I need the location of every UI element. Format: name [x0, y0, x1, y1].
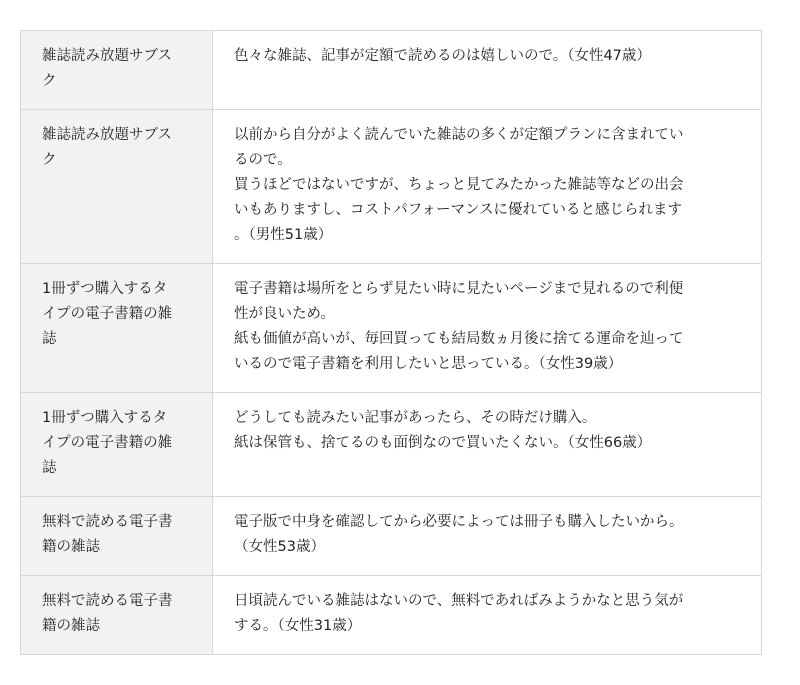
comment-text-line: 色々な雑誌、記事が定額で読めるのは嬉しいので。（女性47歳）: [234, 48, 651, 64]
comment-text-line: 電子書籍は場所をとらず見たい時に見たいページまで見れるので利便: [234, 281, 684, 297]
comment-text-line: 電子版で中身を確認してから必要によっては冊子も購入したいから。: [234, 514, 684, 530]
category-text-line: 1冊ずつ購入するタ: [42, 281, 168, 297]
category-text-line: 無料で読める電子書: [42, 593, 173, 609]
category-text-line: 籍の雑誌: [42, 539, 100, 555]
category-text-line: 雑誌読み放題サブス: [42, 127, 172, 143]
comment-cell: [213, 497, 762, 576]
table-row: [21, 393, 762, 497]
survey-comments-table: [20, 30, 762, 655]
category-text-line: ク: [42, 73, 57, 89]
category-text-line: 籍の雑誌: [42, 618, 100, 634]
comment-text-line: 以前から自分がよく読んでいた雑誌の多くが定額プランに含まれてい: [234, 127, 684, 143]
survey-table-container: [20, 30, 762, 655]
category-text-line: 誌: [42, 460, 57, 476]
comment-cell: [213, 31, 762, 110]
table-row: [21, 264, 762, 393]
comment-cell: [213, 393, 762, 497]
comment-text-line: 紙も価値が高いが、毎回買っても結局数ヵ月後に捨てる運命を辿って: [234, 331, 684, 347]
comment-text-line: いるので電子書籍を利用したいと思っている。（女性39歳）: [234, 356, 623, 372]
comment-cell: [213, 110, 762, 264]
category-cell: [21, 576, 213, 655]
category-text-line: 雑誌読み放題サブス: [42, 48, 172, 64]
comment-text-line: いもありますし、コストパフォーマンスに優れていると感じられます: [234, 202, 683, 218]
category-cell: [21, 393, 213, 497]
comment-text-line: （女性53歳）: [234, 539, 325, 555]
comment-text-line: 。（男性51歳）: [234, 227, 333, 243]
table-row: [21, 497, 762, 576]
category-text-line: ク: [42, 152, 57, 168]
category-text-line: 1冊ずつ購入するタ: [42, 410, 168, 426]
comment-text-line: るので。: [234, 152, 292, 168]
comment-cell: [213, 264, 762, 393]
comment-text-line: 買うほどではないですが、ちょっと見てみたかった雑誌等などの出会: [234, 177, 684, 193]
comment-text-line: 紙は保管も、捨てるのも面倒なので買いたくない。（女性66歳）: [234, 435, 652, 451]
category-cell: [21, 110, 213, 264]
table-body: [21, 31, 762, 655]
comment-text-line: どうしても読みたい記事があったら、その時だけ購入。: [234, 410, 597, 426]
table-row: [21, 110, 762, 264]
comment-text-line: 性が良いため。: [234, 306, 335, 322]
category-cell: [21, 31, 213, 110]
category-text-line: 無料で読める電子書: [42, 514, 173, 530]
category-cell: [21, 497, 213, 576]
comment-text-line: 日頃読んでいる雑誌はないので、無料であればみようかなと思う気が: [234, 593, 684, 609]
table-row: [21, 31, 762, 110]
comment-cell: [213, 576, 762, 655]
comment-text-line: する。（女性31歳）: [234, 618, 362, 634]
table-row: [21, 576, 762, 655]
category-text-line: イプの電子書籍の雑: [42, 435, 173, 451]
category-cell: [21, 264, 213, 393]
category-text-line: 誌: [42, 331, 57, 347]
category-text-line: イプの電子書籍の雑: [42, 306, 173, 322]
